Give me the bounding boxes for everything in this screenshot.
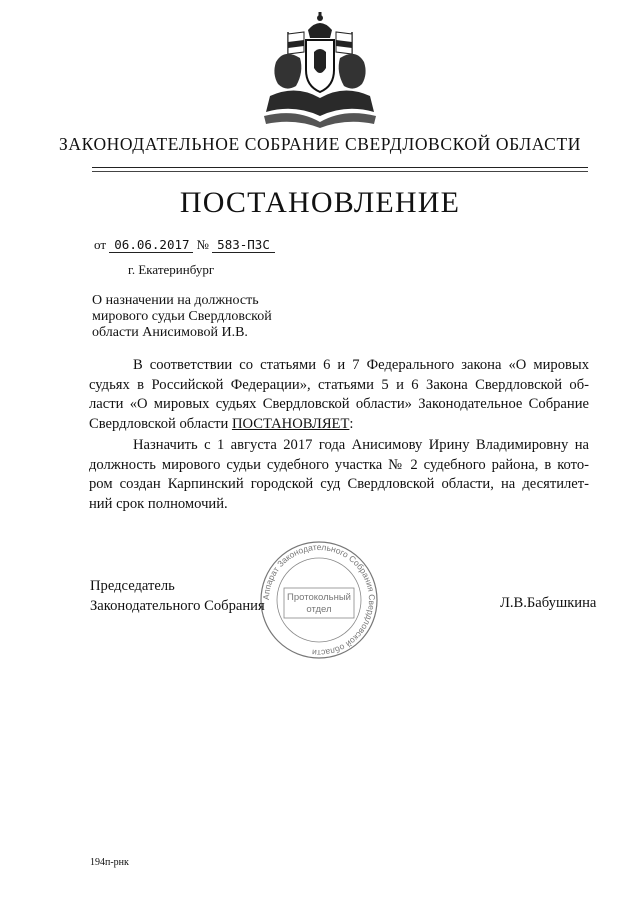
body-line-last: [89, 415, 589, 435]
organization-name: ЗАКОНОДАТЕЛЬНОЕ СОБРАНИЕ СВЕРДЛОВСКОЙ ОБЛАСТИ: [59, 134, 581, 154]
subject-block: [92, 293, 272, 341]
signatory-title-line: Законодательного Собрания: [90, 597, 265, 614]
body-line: должность мирового судьи судебного участка № 2 судебного района, в кото-: [89, 456, 589, 473]
document-date: 06.06.2017: [109, 237, 193, 253]
signatory-title: [90, 577, 265, 616]
body-text: :: [349, 415, 354, 432]
body-text: Свердловской области: [89, 415, 232, 432]
body-paragraph-1: [89, 356, 589, 434]
document-type-title: ПОСТАНОВЛЕНИЕ: [179, 186, 461, 219]
date-number-line: [94, 237, 275, 253]
signatory-title-line: Председатель: [90, 578, 175, 594]
stamp-inner-line2: отдел: [306, 604, 332, 615]
header-divider-thin: [92, 171, 588, 172]
signatory-name: Л.В.Бабушкина: [500, 595, 597, 611]
city: г. Екатеринбург: [128, 262, 215, 277]
subject-line: области Анисимовой И.В.: [92, 325, 248, 340]
coat-of-arms-emblem: [256, 12, 384, 130]
body-line: ний срок полномочий.: [89, 495, 228, 512]
document-number: 583-ПЗС: [212, 237, 275, 253]
body-paragraph-2: [89, 436, 589, 514]
subject-line: О назначении на должность: [92, 293, 259, 308]
body-line: ласти «О мировых судьях Свердловской области» Законодательное Собрание: [89, 396, 589, 412]
stamp-inner-line1: Протокольный: [287, 592, 351, 603]
footer-code: 194п-рнк: [90, 857, 129, 868]
resolves-word: ПОСТАНОВЛЯЕТ: [231, 415, 350, 432]
subject-line: мирового судьи Свердловской: [92, 309, 272, 324]
stamp-outer-text: Аппарат Законодательного Собрания Свердловской области: [260, 541, 378, 659]
number-prefix: №: [196, 237, 209, 252]
body-line: ром создан Карпинский городской суд Свердловской области, на десятилет-: [89, 476, 589, 492]
office-stamp: [256, 538, 382, 662]
body-line: В соответствии со статьями 6 и 7 Федерального закона «О мировых: [133, 357, 589, 373]
body-line: судьях в Российской Федерации», статьями 5 и 6 Закона Свердловской об-: [89, 376, 589, 393]
header-divider-thick: [92, 167, 588, 168]
date-prefix: от: [94, 237, 107, 252]
body-line: Назначить с 1 августа 2017 года Анисимову Ирину Владимировну на: [133, 437, 589, 453]
